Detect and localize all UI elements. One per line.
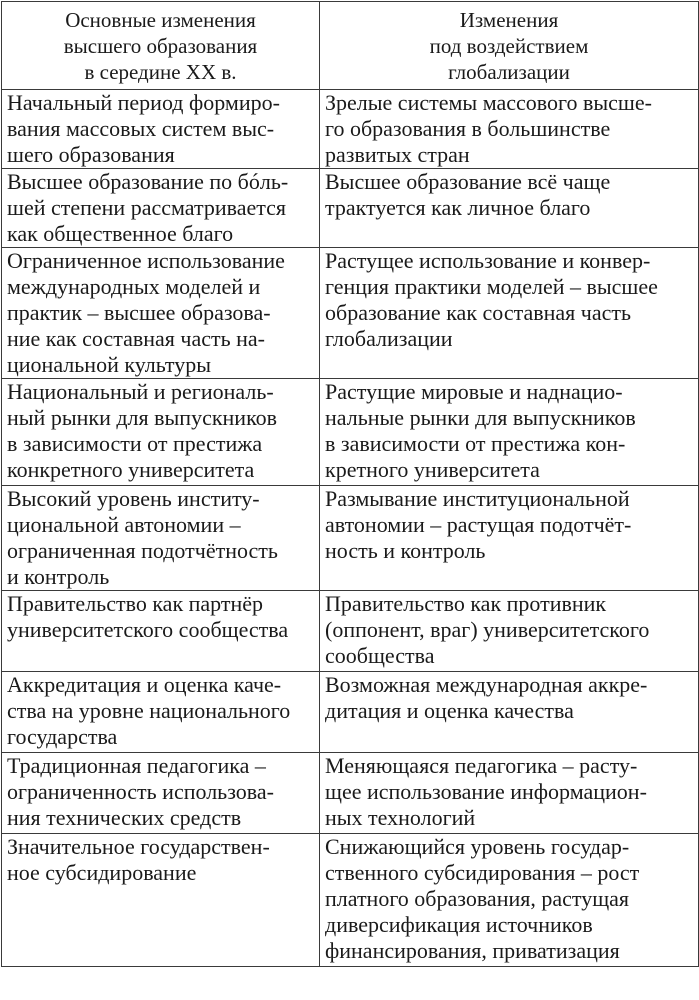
cell-text: Размывание институциональной автономии – растущая подотчёт- ность и контроль	[325, 486, 632, 563]
cell-text: Меняющаяся педагогика – расту- щее использование информацион- ных технологий	[325, 753, 647, 830]
table-header	[2, 2, 699, 90]
table-row	[2, 672, 699, 753]
cell-text: Традиционная педагогика – ограниченность использова- ния технических средств	[7, 753, 274, 830]
cell-mid-century	[2, 248, 320, 379]
cell-globalization	[320, 169, 699, 248]
cell-text: Растущее использование и конвер- генция практики моделей – высшее образование как составная часть глобализации	[325, 248, 658, 351]
cell-mid-century	[2, 486, 320, 591]
cell-globalization	[320, 379, 699, 486]
cell-mid-century	[2, 90, 320, 169]
table-row	[2, 169, 699, 248]
table-row	[2, 486, 699, 591]
table-row	[2, 90, 699, 169]
cell-globalization	[320, 90, 699, 169]
cell-mid-century	[2, 753, 320, 834]
header-row	[2, 2, 699, 90]
comparison-table	[1, 1, 699, 967]
cell-mid-century	[2, 169, 320, 248]
cell-text: Высшее образование по бóль- шей степени рассматривается как общественное благо	[7, 169, 289, 246]
cell-text: Ограниченное использование международных моделей и практик – высшее образова- ние как составная часть на- циональной культуры	[7, 248, 285, 377]
cell-mid-century	[2, 591, 320, 672]
cell-mid-century	[2, 672, 320, 753]
cell-text: Высокий уровень институ- циональной автономии – ограниченная подотчётность и контроль	[7, 486, 278, 589]
cell-text: Национальный и региональ- ный рынки для выпускников в зависимости от престижа конкретного университета	[7, 379, 278, 482]
cell-globalization	[320, 834, 699, 967]
cell-globalization	[320, 672, 699, 753]
cell-text: Правительство как противник (оппонент, враг) университетского сообщества	[325, 591, 650, 668]
cell-mid-century	[2, 379, 320, 486]
cell-text: Высшее образование всё чаще трактуется как личное благо	[325, 169, 611, 220]
cell-text: Правительство как партнёр университетского сообщества	[7, 591, 289, 642]
cell-globalization	[320, 486, 699, 591]
cell-globalization	[320, 248, 699, 379]
cell-text: Начальный период формиро- вания массовых систем выс- шего образования	[7, 90, 280, 167]
table-row	[2, 753, 699, 834]
header-cell-globalization	[320, 2, 699, 90]
header-cell-mid-20th-century	[2, 2, 320, 90]
table-row	[2, 248, 699, 379]
cell-text: Снижающийся уровень государ- ственного субсидирования – рост платного образования, растущая диверсификация источников финансирования, приватизация	[325, 834, 640, 963]
header-text: Основные изменения высшего образования в середине XX в.	[63, 8, 258, 84]
cell-text: Возможная международная аккре- дитация и оценка качества	[325, 672, 648, 723]
table-row	[2, 591, 699, 672]
cell-globalization	[320, 591, 699, 672]
cell-text: Аккредитация и оценка каче- ства на уровне национального государства	[7, 672, 291, 749]
cell-mid-century	[2, 834, 320, 967]
table-row	[2, 379, 699, 486]
header-text: Изменения под воздействием глобализации	[429, 8, 589, 84]
cell-text: Растущие мировые и наднацио- нальные рынки для выпускников в зависимости от престижа кон- кретного университета	[325, 379, 636, 482]
table-row	[2, 834, 699, 967]
cell-globalization	[320, 753, 699, 834]
cell-text: Зрелые системы массового высше- го образования в большинстве развитых стран	[325, 90, 652, 167]
cell-text: Значительное государствен- ное субсидирование	[7, 834, 270, 885]
table-body	[2, 90, 699, 967]
